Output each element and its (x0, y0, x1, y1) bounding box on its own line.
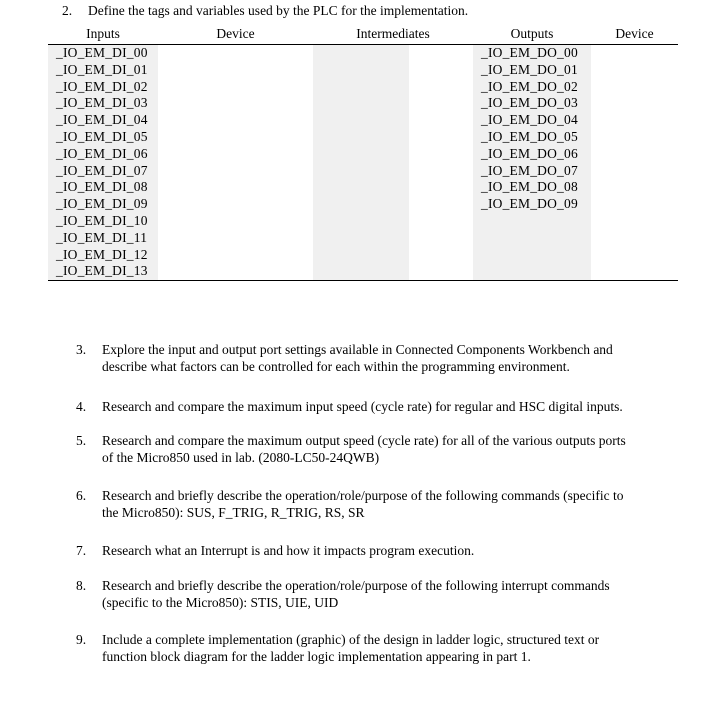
cell-device-left (158, 179, 313, 196)
cell-spacer (409, 112, 473, 129)
cell-spacer-text (409, 112, 473, 129)
question-line: of the Micro850 used in lab. (2080-LC50-24QWB) (102, 450, 380, 465)
cell-device-left-text (158, 146, 313, 163)
cell-input (48, 45, 158, 62)
question-number: 6. (76, 488, 87, 503)
cell-device-right (591, 79, 678, 96)
cell-intermediate (313, 163, 409, 180)
question-line: Explore the input and output port settings available in Connected Components Workbench and (102, 342, 613, 357)
cell-device-right-text (591, 163, 678, 180)
question-line: Research and compare the maximum input speed (cycle rate) for regular and HSC digital inputs. (102, 399, 623, 414)
cell-device-right (591, 129, 678, 146)
cell-device-right (591, 263, 678, 280)
cell-device-right-text (591, 247, 678, 264)
table-row (48, 95, 678, 112)
cell-device-right (591, 230, 678, 247)
cell-device-right (591, 45, 678, 62)
cell-spacer (409, 163, 473, 180)
cell-device-right (591, 62, 678, 79)
cell-output-text: _IO_EM_DO_04 (481, 112, 578, 128)
cell-spacer (409, 213, 473, 230)
question-line: Research and briefly describe the operation/role/purpose of the following interrupt commands (102, 578, 610, 593)
table-row (48, 213, 678, 230)
cell-device-left (158, 163, 313, 180)
question-text (102, 341, 686, 375)
cell-device-right-text (591, 62, 678, 79)
question-text (102, 487, 686, 521)
cell-input (48, 196, 158, 213)
table-row (48, 79, 678, 96)
cell-input (48, 112, 158, 129)
cell-output-text: _IO_EM_DO_03 (481, 95, 578, 111)
cell-spacer-text (409, 213, 473, 230)
cell-spacer-text (409, 95, 473, 112)
column-header-device-right: Device (591, 26, 678, 45)
cell-intermediate-text (313, 263, 409, 280)
question-number: 7. (76, 543, 87, 558)
cell-output-text (473, 213, 591, 230)
cell-output (473, 112, 591, 129)
cell-output (473, 247, 591, 264)
cell-intermediate (313, 247, 409, 264)
cell-output (473, 263, 591, 280)
question-line: Research and briefly describe the operation/role/purpose of the following commands (specific to (102, 488, 624, 503)
cell-device-left-text (158, 163, 313, 180)
cell-device-right-text (591, 112, 678, 129)
cell-device-right-text (591, 263, 678, 280)
cell-input-text: _IO_EM_DI_10 (56, 212, 148, 228)
question-line: Research and compare the maximum output speed (cycle rate) for all of the various outputs ports (102, 433, 626, 448)
cell-input (48, 263, 158, 280)
cell-intermediate-text (313, 95, 409, 112)
cell-intermediate-text (313, 196, 409, 213)
cell-spacer-text (409, 247, 473, 264)
question-text (102, 631, 686, 665)
cell-intermediate-text (313, 247, 409, 264)
cell-intermediate (313, 112, 409, 129)
cell-device-left-text (158, 230, 313, 247)
cell-device-left (158, 263, 313, 280)
cell-device-right-text (591, 45, 678, 62)
cell-input (48, 213, 158, 230)
cell-output-text: _IO_EM_DO_00 (481, 45, 578, 60)
question-line: Define the tags and variables used by the PLC for the implementation. (88, 3, 469, 18)
cell-intermediate (313, 230, 409, 247)
question-number: 2. (62, 3, 73, 18)
cell-device-right (591, 247, 678, 264)
cell-device-left (158, 112, 313, 129)
cell-intermediate-text (313, 62, 409, 79)
cell-spacer (409, 196, 473, 213)
column-header-inputs: Inputs (48, 26, 158, 45)
cell-intermediate-text (313, 230, 409, 247)
cell-spacer-text (409, 62, 473, 79)
question-text (102, 432, 686, 466)
column-header-device-left: Device (158, 26, 313, 45)
cell-spacer (409, 230, 473, 247)
question-text (102, 577, 686, 611)
cell-device-left-text (158, 129, 313, 146)
cell-spacer (409, 146, 473, 163)
table (48, 26, 678, 281)
cell-intermediate-text (313, 112, 409, 129)
cell-output-text: _IO_EM_DO_05 (481, 128, 578, 144)
cell-output-text (473, 263, 591, 280)
cell-device-right-text (591, 179, 678, 196)
question-text (102, 542, 686, 559)
cell-device-left-text (158, 112, 313, 129)
cell-spacer-text (409, 79, 473, 96)
cell-output (473, 179, 591, 196)
cell-intermediate (313, 62, 409, 79)
cell-device-right (591, 95, 678, 112)
table-row (48, 163, 678, 180)
question-item-7 (76, 542, 686, 559)
question-item-3 (76, 341, 686, 375)
cell-spacer-text (409, 263, 473, 280)
cell-device-left-text (158, 79, 313, 96)
cell-device-left-text (158, 62, 313, 79)
cell-output (473, 196, 591, 213)
question-line: (specific to the Micro850): STIS, UIE, UID (102, 595, 339, 610)
cell-device-left-text (158, 196, 313, 213)
column-header-outputs: Outputs (473, 26, 591, 45)
table-body (48, 45, 678, 281)
cell-device-left (158, 230, 313, 247)
cell-spacer (409, 95, 473, 112)
question-number: 8. (76, 578, 87, 593)
question-text (102, 398, 686, 415)
cell-device-right-text (591, 230, 678, 247)
cell-device-left-text (158, 263, 313, 280)
question-number: 9. (76, 632, 87, 647)
cell-device-right-text (591, 196, 678, 213)
cell-spacer-text (409, 230, 473, 247)
cell-device-left (158, 79, 313, 96)
question-line: Research what an Interrupt is and how it impacts program execution. (102, 543, 475, 558)
table-row (48, 247, 678, 264)
cell-input-text: _IO_EM_DI_11 (56, 229, 148, 245)
question-item-5 (76, 432, 686, 466)
cell-output-text: _IO_EM_DO_02 (481, 78, 578, 94)
cell-spacer-text (409, 129, 473, 146)
cell-intermediate (313, 45, 409, 62)
cell-input-text: _IO_EM_DI_04 (56, 112, 148, 128)
table-row (48, 263, 678, 280)
cell-intermediate-text (313, 79, 409, 96)
cell-input (48, 163, 158, 180)
cell-device-left (158, 62, 313, 79)
cell-input-text: _IO_EM_DI_12 (56, 246, 148, 262)
table-row (48, 179, 678, 196)
cell-output-text (473, 230, 591, 247)
cell-intermediate-text (313, 45, 409, 62)
cell-output (473, 146, 591, 163)
cell-intermediate (313, 263, 409, 280)
cell-input-text: _IO_EM_DI_09 (56, 196, 148, 212)
question-line: Include a complete implementation (graphic) of the design in ladder logic, structured text or (102, 632, 600, 647)
cell-output (473, 45, 591, 62)
cell-device-left (158, 45, 313, 62)
cell-input (48, 95, 158, 112)
cell-intermediate (313, 79, 409, 96)
cell-intermediate (313, 213, 409, 230)
cell-intermediate-text (313, 163, 409, 180)
cell-output (473, 95, 591, 112)
question-item-2 (62, 2, 662, 19)
table-row (48, 129, 678, 146)
cell-input-text: _IO_EM_DI_13 (56, 263, 148, 279)
question-line: the Micro850): SUS, F_TRIG, R_TRIG, RS, SR (102, 505, 365, 520)
cell-intermediate-text (313, 179, 409, 196)
cell-device-left-text (158, 247, 313, 264)
cell-device-left (158, 213, 313, 230)
cell-intermediate (313, 196, 409, 213)
cell-output-text: _IO_EM_DO_09 (481, 196, 578, 212)
cell-output (473, 213, 591, 230)
cell-device-right (591, 213, 678, 230)
cell-output-text: _IO_EM_DO_07 (481, 162, 578, 178)
cell-device-right (591, 146, 678, 163)
cell-device-right-text (591, 79, 678, 96)
cell-input-text: _IO_EM_DI_07 (56, 162, 148, 178)
table-row (48, 62, 678, 79)
cell-output (473, 129, 591, 146)
cell-input (48, 79, 158, 96)
cell-spacer (409, 45, 473, 62)
cell-output-text: _IO_EM_DO_08 (481, 179, 578, 195)
cell-spacer-text (409, 146, 473, 163)
table-row (48, 230, 678, 247)
cell-output (473, 79, 591, 96)
cell-input (48, 230, 158, 247)
cell-device-right (591, 196, 678, 213)
table-row (48, 112, 678, 129)
cell-output (473, 230, 591, 247)
cell-device-right-text (591, 129, 678, 146)
cell-device-left-text (158, 179, 313, 196)
question-text (88, 2, 662, 19)
table-header-row (48, 26, 678, 45)
cell-intermediate-text (313, 213, 409, 230)
cell-spacer-text (409, 179, 473, 196)
question-line: function block diagram for the ladder logic implementation appearing in part 1. (102, 649, 531, 664)
cell-intermediate-text (313, 129, 409, 146)
cell-input-text: _IO_EM_DI_08 (56, 179, 148, 195)
table-row (48, 45, 678, 62)
cell-device-right (591, 179, 678, 196)
cell-input (48, 146, 158, 163)
cell-device-left (158, 95, 313, 112)
cell-spacer-text (409, 45, 473, 62)
cell-intermediate-text (313, 146, 409, 163)
question-number: 5. (76, 433, 87, 448)
cell-device-right (591, 163, 678, 180)
question-line: describe what factors can be controlled for each within the programming environment. (102, 359, 570, 374)
tag-definition-table (48, 26, 678, 284)
cell-spacer-text (409, 163, 473, 180)
cell-device-right-text (591, 146, 678, 163)
table-row (48, 146, 678, 163)
question-number: 3. (76, 342, 87, 357)
cell-input (48, 247, 158, 264)
cell-device-left-text (158, 213, 313, 230)
cell-intermediate (313, 129, 409, 146)
cell-spacer (409, 179, 473, 196)
cell-output-text (473, 247, 591, 264)
cell-input (48, 129, 158, 146)
cell-input-text: _IO_EM_DI_00 (56, 45, 148, 60)
cell-spacer (409, 129, 473, 146)
cell-input (48, 62, 158, 79)
question-item-4 (76, 398, 686, 415)
cell-input-text: _IO_EM_DI_03 (56, 95, 148, 111)
cell-spacer (409, 79, 473, 96)
table-row (48, 196, 678, 213)
question-item-6 (76, 487, 686, 521)
question-item-9 (76, 631, 686, 665)
cell-output (473, 163, 591, 180)
cell-input-text: _IO_EM_DI_05 (56, 128, 148, 144)
cell-spacer (409, 263, 473, 280)
cell-device-right-text (591, 95, 678, 112)
question-number: 4. (76, 399, 87, 414)
cell-output-text: _IO_EM_DO_06 (481, 145, 578, 161)
cell-device-left (158, 196, 313, 213)
cell-spacer (409, 247, 473, 264)
cell-device-left-text (158, 45, 313, 62)
cell-intermediate (313, 95, 409, 112)
cell-input-text: _IO_EM_DI_01 (56, 61, 148, 77)
cell-device-left (158, 129, 313, 146)
cell-intermediate (313, 179, 409, 196)
cell-output-text: _IO_EM_DO_01 (481, 61, 578, 77)
column-header-intermediates: Intermediates (313, 26, 473, 45)
cell-device-left (158, 146, 313, 163)
cell-input (48, 179, 158, 196)
cell-device-left-text (158, 95, 313, 112)
cell-spacer-text (409, 196, 473, 213)
cell-intermediate (313, 146, 409, 163)
cell-spacer (409, 62, 473, 79)
cell-device-left (158, 247, 313, 264)
cell-device-right (591, 112, 678, 129)
cell-device-right-text (591, 213, 678, 230)
cell-input-text: _IO_EM_DI_06 (56, 145, 148, 161)
question-item-8 (76, 577, 686, 611)
cell-output (473, 62, 591, 79)
cell-input-text: _IO_EM_DI_02 (56, 78, 148, 94)
